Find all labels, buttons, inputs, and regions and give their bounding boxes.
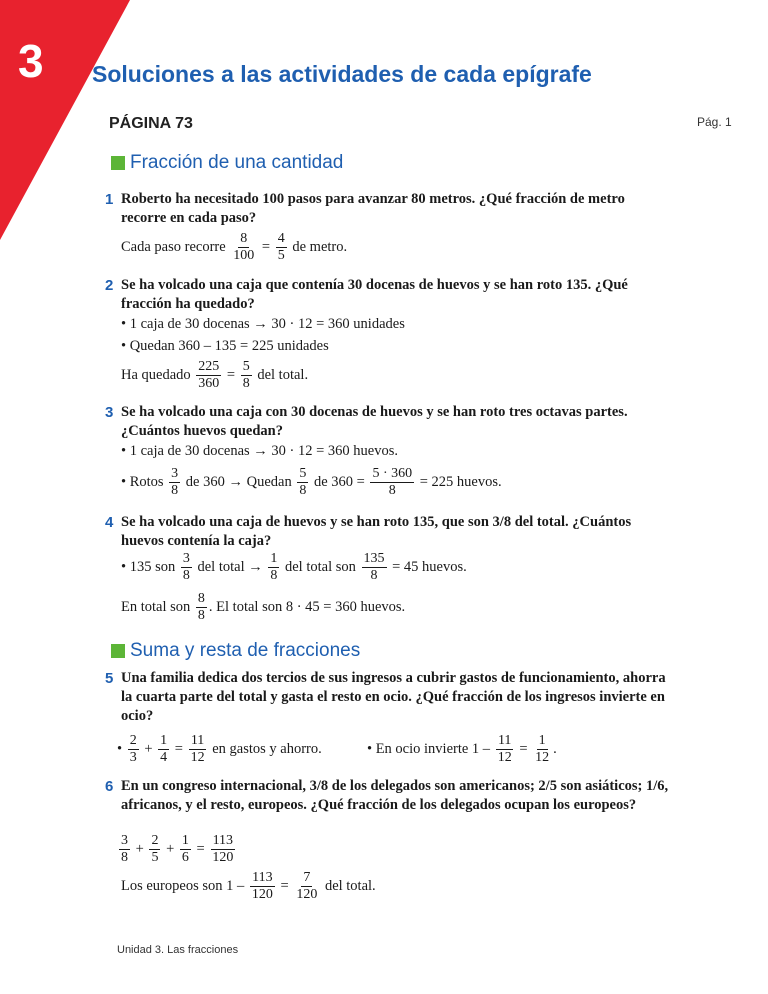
problem-number: 6	[105, 778, 114, 795]
section-heading-suma	[111, 640, 360, 662]
fraction: $\frac{1}{6}$	[181, 833, 189, 865]
solution-line: • 135 son $\frac{3}{8}$ del total → $\frac{1}{8}$ del total son $\frac{135}{8}$ = 45 huevos.	[121, 551, 467, 583]
green-square-icon	[111, 644, 125, 658]
section-title: Suma y resta de fracciones	[130, 640, 361, 661]
problem-number: 3	[105, 404, 114, 421]
fraction: $\frac{135}{8}$	[363, 551, 385, 583]
fraction: $\frac{4}{5}$	[277, 231, 285, 263]
solution-line: • $\frac{2}{3}$ + $\frac{1}{4}$ = $\frac{11}{12}$ en gastos y ahorro.	[117, 733, 322, 765]
fraction: $\frac{3}{8}$	[171, 466, 179, 498]
solution-line: En total son $\frac{8}{8}$ . El total son 8 · 45 = 360 huevos.	[121, 591, 406, 623]
problem-number: 1	[105, 191, 114, 208]
solution-line: Cada paso recorre $\frac{8}{100}$ = $\frac{4}{5}$ de metro.	[121, 231, 348, 263]
chapter-number: 3	[18, 35, 44, 87]
problem-number: 4	[105, 514, 114, 531]
footer-text: Unidad 3. Las fracciones	[117, 944, 239, 956]
problem-number: 2	[105, 277, 114, 294]
fraction: $\frac{11}{12}$	[190, 733, 205, 765]
solution-line: • Rotos $\frac{3}{8}$ de 360 → Quedan $\frac{5}{8}$ de 360 = $\frac{5 \cdot 360}{8}$ = 225 huevos.	[121, 466, 502, 498]
fraction: $\frac{2}{3}$	[129, 733, 137, 765]
fraction: $\frac{1}{8}$	[270, 551, 278, 583]
fraction: $\frac{1}{12}$	[535, 733, 550, 765]
solution-line: Los europeos son 1 – $\frac{113}{120}$ = $\frac{7}{120}$ del total.	[121, 870, 376, 902]
page-label: PÁGINA 73	[109, 115, 193, 132]
solution-bullet: • 1 caja de 30 docenas → 30 · 12 = 360 huevos.	[121, 443, 399, 459]
page-number: Pág. 1	[697, 115, 732, 129]
fraction: $\frac{113}{120}$	[212, 833, 234, 865]
fraction: $\frac{113}{120}$	[251, 870, 273, 902]
problem-statement: Se ha volcado una caja que contenía 30 docenas de huevos y se han roto 135. ¿Qué fracción ha quedado?	[121, 277, 628, 312]
solution-bullet: • 1 caja de 30 docenas → 30 · 12 = 360 unidades	[121, 316, 405, 332]
fraction: $\frac{8}{8}$	[197, 591, 205, 623]
fraction: $\frac{3}{8}$	[121, 833, 128, 865]
fraction: $\frac{7}{120}$	[296, 870, 318, 902]
section-heading-fraccion	[111, 152, 343, 174]
fraction: $\frac{5}{8}$	[299, 466, 307, 498]
page-title: Soluciones a las actividades de cada epígrafe	[92, 61, 592, 87]
fraction: $\frac{11}{12}$	[497, 733, 512, 765]
solution-line: Ha quedado $\frac{225}{360}$ = $\frac{5}{8}$ del total.	[121, 359, 309, 391]
green-square-icon	[111, 156, 125, 170]
problem-statement: Una familia dedica dos tercios de sus ingresos a cubrir gastos de funcionamiento, ahorra la cuarta parte del total y gasta el resto en ocio. ¿Qué fracción de los ingresos invierte en ocio?	[121, 670, 666, 724]
problem-statement: En un congreso internacional, 3/8 de los delegados son americanos; 2/5 son asiáticos; 1/6, africanos, y el resto, europeos. ¿Qué fracción de los delegados ocupan los europeos?	[121, 778, 669, 813]
problem-statement: Se ha volcado una caja con 30 docenas de huevos y se han roto tres octavas partes. ¿Cuántos huevos quedan?	[121, 404, 628, 439]
fraction: $\frac{5}{8}$	[242, 359, 250, 391]
fraction: $\frac{2}{5}$	[151, 833, 159, 865]
problem-statement: Se ha volcado una caja de huevos y se han roto 135, que son 3/8 del total. ¿Cuántos huevos contenía la caja?	[121, 514, 632, 549]
fraction: $\frac{3}{8}$	[182, 551, 190, 583]
fraction: $\frac{8}{100}$	[233, 231, 255, 263]
problem-number: 5	[105, 670, 114, 687]
fraction: $\frac{5 \cdot 360}{8}$	[372, 466, 413, 498]
fraction: $\frac{225}{360}$	[198, 359, 220, 391]
problem-statement: Roberto ha necesitado 100 pasos para avanzar 80 metros. ¿Qué fracción de metro recorre en cada paso?	[121, 191, 625, 226]
solution-bullet: • Quedan 360 – 135 = 225 unidades	[121, 338, 329, 354]
solution-line: • En ocio invierte 1 – $\frac{11}{12}$ = $\frac{1}{12}$ .	[367, 733, 557, 765]
section-title: Fracción de una cantidad	[130, 152, 344, 173]
fraction: $\frac{1}{4}$	[160, 733, 168, 765]
solution-line: $\frac{3}{8}$ + $\frac{2}{5}$ + $\frac{1}{6}$ = $\frac{113}{120}$	[121, 833, 234, 865]
